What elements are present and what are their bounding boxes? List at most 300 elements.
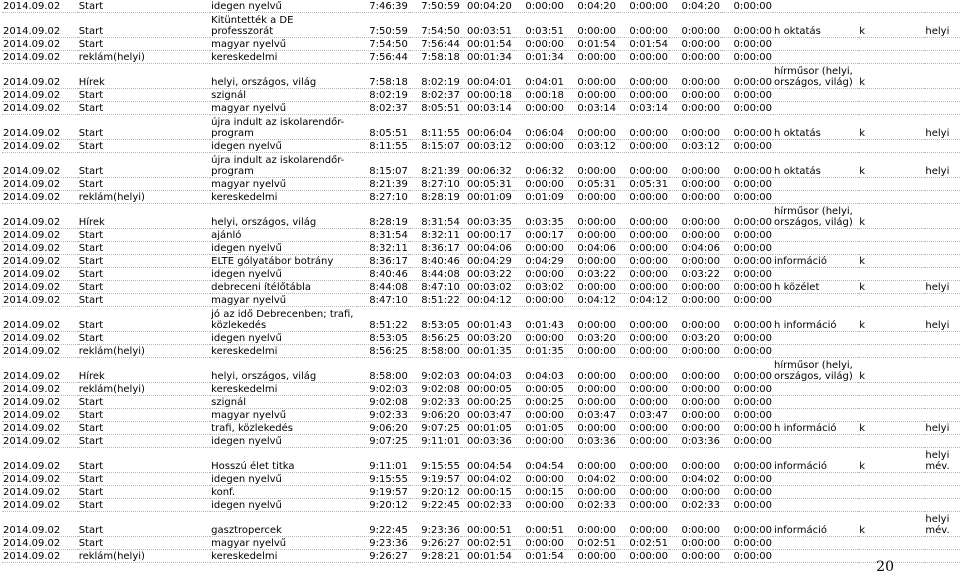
row-duration-b: 0:02:33 [565, 499, 617, 512]
row-duration-d: 0:00:00 [669, 281, 721, 294]
row-category: hírműsor (helyi, országos, világ) [773, 204, 858, 229]
row-duration-a: 0:00:00 [513, 473, 565, 486]
row-duration-e: 0:00:00 [721, 178, 773, 191]
row-duration-d: 0:00:00 [669, 486, 721, 499]
row-category: hírműsor (helyi, országos, világ) [773, 64, 858, 89]
table-row [2, 537, 960, 550]
row-start-time: 8:11:55 [357, 140, 409, 153]
row-date: 2014.09.02 [2, 13, 78, 38]
row-title: szignál [210, 89, 357, 102]
row-duration-b: 0:00:00 [565, 307, 617, 332]
row-date: 2014.09.02 [2, 537, 78, 550]
row-scope [924, 383, 960, 396]
row-duration-b: 0:00:00 [565, 345, 617, 358]
row-duration: 00:04:29 [461, 255, 513, 268]
row-start-time: 9:02:03 [357, 383, 409, 396]
row-duration-a: 0:03:35 [513, 204, 565, 229]
row-duration-b: 0:00:00 [565, 255, 617, 268]
row-title: helyi, országos, világ [210, 64, 357, 89]
table-row [2, 294, 960, 307]
table-row [2, 307, 960, 332]
row-duration-a: 0:04:29 [513, 255, 565, 268]
row-end-time: 9:07:25 [409, 422, 461, 435]
table-row [2, 281, 960, 294]
row-duration-b: 0:00:00 [565, 51, 617, 64]
row-category: információ [773, 512, 858, 537]
row-duration-e: 0:00:00 [721, 473, 773, 486]
row-category: h oktatás [773, 13, 858, 38]
table-row [2, 396, 960, 409]
row-duration-d: 0:04:06 [669, 242, 721, 255]
row-duration-a: 0:04:54 [513, 448, 565, 473]
row-duration-d: 0:00:00 [669, 345, 721, 358]
row-duration-e: 0:00:00 [721, 537, 773, 550]
row-duration-c: 0:00:00 [617, 51, 669, 64]
row-duration-e: 0:00:00 [721, 396, 773, 409]
table-row [2, 486, 960, 499]
row-type: Hírek [78, 204, 210, 229]
row-end-time: 9:06:20 [409, 409, 461, 422]
row-duration-a: 0:00:00 [513, 332, 565, 345]
row-title: trafi, közlekedés [210, 422, 357, 435]
row-title: idegen nyelvű [210, 499, 357, 512]
row-category [773, 332, 858, 345]
row-k-flag [858, 140, 924, 153]
row-duration-a: 0:00:05 [513, 383, 565, 396]
table-row [2, 512, 960, 537]
row-end-time: 8:47:10 [409, 281, 461, 294]
row-title: magyar nyelvű [210, 38, 357, 51]
row-duration-a: 0:03:02 [513, 281, 565, 294]
row-duration-a: 0:00:00 [513, 140, 565, 153]
row-duration-a: 0:00:18 [513, 89, 565, 102]
row-k-flag: k [858, 115, 924, 140]
row-duration: 00:00:17 [461, 229, 513, 242]
row-duration: 00:03:12 [461, 140, 513, 153]
row-start-time: 7:50:59 [357, 13, 409, 38]
row-scope [924, 229, 960, 242]
row-title: ajánló [210, 229, 357, 242]
row-duration: 00:04:06 [461, 242, 513, 255]
row-start-time: 9:19:57 [357, 486, 409, 499]
row-date: 2014.09.02 [2, 153, 78, 178]
row-k-flag [858, 537, 924, 550]
row-duration: 00:02:33 [461, 499, 513, 512]
row-duration-b: 0:04:20 [565, 0, 617, 13]
row-scope [924, 268, 960, 281]
row-scope [924, 486, 960, 499]
row-title: újra indult az iskolarendőr-program [210, 115, 357, 140]
row-start-time: 8:15:07 [357, 153, 409, 178]
row-duration-e: 0:00:00 [721, 115, 773, 140]
schedule-sheet [2, 0, 960, 563]
row-type: Start [78, 178, 210, 191]
row-category [773, 140, 858, 153]
row-type: Start [78, 396, 210, 409]
row-duration-a: 0:03:51 [513, 13, 565, 38]
table-row [2, 422, 960, 435]
row-duration: 00:01:43 [461, 307, 513, 332]
row-duration-d: 0:00:00 [669, 448, 721, 473]
row-start-time: 8:05:51 [357, 115, 409, 140]
row-date: 2014.09.02 [2, 499, 78, 512]
row-date: 2014.09.02 [2, 140, 78, 153]
row-title: kereskedelmi [210, 191, 357, 204]
row-category [773, 473, 858, 486]
row-start-time: 8:44:08 [357, 281, 409, 294]
row-end-time: 8:28:19 [409, 191, 461, 204]
row-duration-d: 0:00:00 [669, 178, 721, 191]
row-duration: 00:00:15 [461, 486, 513, 499]
row-category: h oktatás [773, 115, 858, 140]
row-duration-d: 0:00:00 [669, 229, 721, 242]
row-title: Kitüntették a DE professzorát [210, 13, 357, 38]
row-duration-b: 0:00:00 [565, 422, 617, 435]
row-title: idegen nyelvű [210, 473, 357, 486]
row-end-time: 8:02:19 [409, 64, 461, 89]
table-row [2, 153, 960, 178]
row-duration-a: 0:01:43 [513, 307, 565, 332]
row-duration-b: 0:00:00 [565, 512, 617, 537]
row-title: szignál [210, 396, 357, 409]
broadcast-log-table [2, 0, 960, 563]
row-title: debreceni ítélőtábla [210, 281, 357, 294]
table-row [2, 140, 960, 153]
row-duration-d: 0:00:00 [669, 396, 721, 409]
row-title: idegen nyelvű [210, 268, 357, 281]
row-k-flag [858, 345, 924, 358]
row-duration-a: 0:00:25 [513, 396, 565, 409]
row-type: Start [78, 486, 210, 499]
row-category: h információ [773, 422, 858, 435]
row-start-time: 8:21:39 [357, 178, 409, 191]
row-end-time: 7:54:50 [409, 13, 461, 38]
row-duration-d: 0:00:00 [669, 358, 721, 383]
row-duration-e: 0:00:00 [721, 153, 773, 178]
row-start-time: 8:51:22 [357, 307, 409, 332]
row-duration: 00:03:35 [461, 204, 513, 229]
row-duration: 00:01:34 [461, 51, 513, 64]
row-k-flag [858, 294, 924, 307]
row-title: magyar nyelvű [210, 537, 357, 550]
row-type: Start [78, 409, 210, 422]
table-row [2, 255, 960, 268]
row-duration-e: 0:00:00 [721, 0, 773, 13]
row-duration-d: 0:04:02 [669, 473, 721, 486]
row-category [773, 229, 858, 242]
table-row [2, 38, 960, 51]
row-category [773, 537, 858, 550]
row-k-flag: k [858, 307, 924, 332]
row-duration-d: 0:03:12 [669, 140, 721, 153]
row-date: 2014.09.02 [2, 409, 78, 422]
table-row [2, 115, 960, 140]
row-category [773, 89, 858, 102]
row-duration-b: 0:02:51 [565, 537, 617, 550]
row-duration-b: 0:00:00 [565, 204, 617, 229]
row-type: Start [78, 89, 210, 102]
row-title: magyar nyelvű [210, 102, 357, 115]
row-start-time: 9:20:12 [357, 499, 409, 512]
row-k-flag: k [858, 153, 924, 178]
row-duration-c: 0:00:00 [617, 191, 669, 204]
row-duration: 00:03:02 [461, 281, 513, 294]
row-category: h oktatás [773, 153, 858, 178]
row-duration-c: 0:00:00 [617, 473, 669, 486]
row-start-time: 9:11:01 [357, 448, 409, 473]
row-duration-b: 0:00:00 [565, 486, 617, 499]
row-category [773, 51, 858, 64]
row-category [773, 191, 858, 204]
row-duration-d: 0:00:00 [669, 255, 721, 268]
row-scope [924, 294, 960, 307]
row-scope: helyi mév. [924, 448, 960, 473]
row-duration-d: 0:00:00 [669, 537, 721, 550]
table-row [2, 448, 960, 473]
table-row [2, 345, 960, 358]
row-category [773, 268, 858, 281]
row-k-flag [858, 51, 924, 64]
row-title: magyar nyelvű [210, 178, 357, 191]
row-duration-e: 0:00:00 [721, 191, 773, 204]
row-duration-c: 0:00:00 [617, 550, 669, 563]
row-title: helyi, országos, világ [210, 358, 357, 383]
row-start-time: 9:02:33 [357, 409, 409, 422]
row-duration-e: 0:00:00 [721, 51, 773, 64]
row-start-time: 9:15:55 [357, 473, 409, 486]
row-duration-c: 0:00:00 [617, 383, 669, 396]
row-k-flag: k [858, 255, 924, 268]
row-duration-c: 0:05:31 [617, 178, 669, 191]
row-duration: 00:03:22 [461, 268, 513, 281]
row-scope: helyi mév. [924, 512, 960, 537]
row-duration-b: 0:00:00 [565, 358, 617, 383]
row-start-time: 8:32:11 [357, 242, 409, 255]
row-duration-c: 0:00:00 [617, 0, 669, 13]
row-duration-b: 0:03:20 [565, 332, 617, 345]
row-k-flag: k [858, 358, 924, 383]
row-start-time: 8:27:10 [357, 191, 409, 204]
row-duration-c: 0:00:00 [617, 13, 669, 38]
row-date: 2014.09.02 [2, 307, 78, 332]
row-type: Start [78, 140, 210, 153]
row-duration: 00:03:47 [461, 409, 513, 422]
row-duration: 00:01:35 [461, 345, 513, 358]
row-duration-a: 0:00:17 [513, 229, 565, 242]
row-end-time: 8:15:07 [409, 140, 461, 153]
row-duration-b: 0:00:00 [565, 191, 617, 204]
row-date: 2014.09.02 [2, 358, 78, 383]
row-duration-b: 0:00:00 [565, 383, 617, 396]
row-start-time: 8:36:17 [357, 255, 409, 268]
row-scope [924, 409, 960, 422]
table-row [2, 473, 960, 486]
row-duration-e: 0:00:00 [721, 64, 773, 89]
row-type: Start [78, 242, 210, 255]
table-row [2, 242, 960, 255]
row-duration-c: 0:00:00 [617, 204, 669, 229]
row-k-flag [858, 383, 924, 396]
row-date: 2014.09.02 [2, 102, 78, 115]
row-end-time: 8:51:22 [409, 294, 461, 307]
row-duration-e: 0:00:00 [721, 435, 773, 448]
row-scope [924, 51, 960, 64]
table-row [2, 13, 960, 38]
row-end-time: 8:58:00 [409, 345, 461, 358]
row-duration-b: 0:00:00 [565, 550, 617, 563]
row-duration-d: 0:00:00 [669, 409, 721, 422]
row-scope: helyi [924, 153, 960, 178]
row-type: Hírek [78, 358, 210, 383]
row-duration: 00:01:54 [461, 38, 513, 51]
row-duration-c: 0:00:00 [617, 345, 669, 358]
row-duration-d: 0:00:00 [669, 307, 721, 332]
row-date: 2014.09.02 [2, 332, 78, 345]
row-k-flag [858, 409, 924, 422]
row-duration-c: 0:00:00 [617, 281, 669, 294]
row-duration-c: 0:00:00 [617, 486, 669, 499]
row-start-time: 7:54:50 [357, 38, 409, 51]
row-duration-a: 0:00:00 [513, 294, 565, 307]
row-start-time: 7:46:39 [357, 0, 409, 13]
row-k-flag: k [858, 204, 924, 229]
row-date: 2014.09.02 [2, 255, 78, 268]
page-number: 20 [876, 559, 894, 575]
row-title: Hosszú élet titka [210, 448, 357, 473]
row-type: reklám(helyi) [78, 345, 210, 358]
row-title: kereskedelmi [210, 550, 357, 563]
row-duration-d: 0:04:20 [669, 0, 721, 13]
row-title: jó az idő Debrecenben; trafi, közlekedés [210, 307, 357, 332]
row-type: reklám(helyi) [78, 191, 210, 204]
row-k-flag: k [858, 512, 924, 537]
row-duration-d: 0:03:36 [669, 435, 721, 448]
row-scope [924, 38, 960, 51]
row-k-flag [858, 242, 924, 255]
row-category [773, 550, 858, 563]
row-end-time: 8:53:05 [409, 307, 461, 332]
row-scope: helyi [924, 13, 960, 38]
row-duration-c: 0:00:00 [617, 499, 669, 512]
row-duration: 00:00:05 [461, 383, 513, 396]
row-category [773, 409, 858, 422]
row-date: 2014.09.02 [2, 473, 78, 486]
row-type: Start [78, 332, 210, 345]
row-duration-b: 0:00:00 [565, 396, 617, 409]
row-duration-d: 0:00:00 [669, 512, 721, 537]
row-duration-e: 0:00:00 [721, 332, 773, 345]
row-duration-b: 0:01:54 [565, 38, 617, 51]
row-duration-b: 0:00:00 [565, 153, 617, 178]
row-duration-e: 0:00:00 [721, 358, 773, 383]
row-duration-c: 0:00:00 [617, 512, 669, 537]
row-date: 2014.09.02 [2, 242, 78, 255]
row-category: hírműsor (helyi, országos, világ) [773, 358, 858, 383]
row-duration-b: 0:03:12 [565, 140, 617, 153]
row-duration-a: 0:01:54 [513, 550, 565, 563]
row-date: 2014.09.02 [2, 448, 78, 473]
row-duration-e: 0:00:00 [721, 345, 773, 358]
row-scope [924, 255, 960, 268]
row-duration-a: 0:00:00 [513, 268, 565, 281]
row-type: Start [78, 102, 210, 115]
row-duration-b: 0:00:00 [565, 13, 617, 38]
row-date: 2014.09.02 [2, 268, 78, 281]
row-duration-a: 0:00:00 [513, 0, 565, 13]
row-end-time: 8:31:54 [409, 204, 461, 229]
row-k-flag [858, 102, 924, 115]
row-duration: 00:03:36 [461, 435, 513, 448]
row-type: Start [78, 38, 210, 51]
row-type: Start [78, 422, 210, 435]
row-title: idegen nyelvű [210, 0, 357, 13]
row-duration-e: 0:00:00 [721, 422, 773, 435]
row-start-time: 8:28:19 [357, 204, 409, 229]
row-start-time: 9:06:20 [357, 422, 409, 435]
table-body [2, 0, 960, 563]
table-row [2, 89, 960, 102]
row-duration-a: 0:00:00 [513, 178, 565, 191]
row-end-time: 9:20:12 [409, 486, 461, 499]
row-start-time: 8:58:00 [357, 358, 409, 383]
row-duration-d: 0:00:00 [669, 153, 721, 178]
row-duration-a: 0:00:00 [513, 242, 565, 255]
row-end-time: 9:11:01 [409, 435, 461, 448]
row-scope [924, 140, 960, 153]
row-end-time: 8:32:11 [409, 229, 461, 242]
table-row [2, 51, 960, 64]
row-duration-c: 0:00:00 [617, 242, 669, 255]
row-title: magyar nyelvű [210, 409, 357, 422]
row-duration-e: 0:00:00 [721, 281, 773, 294]
row-scope: helyi [924, 281, 960, 294]
row-duration-b: 0:00:00 [565, 229, 617, 242]
row-duration-a: 0:00:15 [513, 486, 565, 499]
row-start-time: 9:22:45 [357, 512, 409, 537]
row-title: magyar nyelvű [210, 294, 357, 307]
row-duration-d: 0:00:00 [669, 64, 721, 89]
row-category [773, 499, 858, 512]
row-duration: 00:04:54 [461, 448, 513, 473]
row-duration-c: 0:00:00 [617, 422, 669, 435]
row-duration-c: 0:01:54 [617, 38, 669, 51]
row-date: 2014.09.02 [2, 486, 78, 499]
table-row [2, 332, 960, 345]
row-type: Start [78, 473, 210, 486]
row-duration: 00:04:03 [461, 358, 513, 383]
row-end-time: 8:40:46 [409, 255, 461, 268]
row-duration-d: 0:00:00 [669, 204, 721, 229]
row-duration-e: 0:00:00 [721, 13, 773, 38]
row-k-flag [858, 332, 924, 345]
row-category [773, 345, 858, 358]
row-duration-a: 0:00:51 [513, 512, 565, 537]
row-scope [924, 64, 960, 89]
row-duration: 00:00:51 [461, 512, 513, 537]
row-duration-c: 0:00:00 [617, 396, 669, 409]
row-k-flag: k [858, 422, 924, 435]
row-title: idegen nyelvű [210, 242, 357, 255]
row-scope [924, 473, 960, 486]
row-k-flag [858, 499, 924, 512]
table-row [2, 268, 960, 281]
row-duration-c: 0:00:00 [617, 268, 669, 281]
row-category [773, 0, 858, 13]
row-duration: 00:04:01 [461, 64, 513, 89]
row-end-time: 8:27:10 [409, 178, 461, 191]
row-duration-a: 0:01:34 [513, 51, 565, 64]
row-duration-a: 0:01:05 [513, 422, 565, 435]
